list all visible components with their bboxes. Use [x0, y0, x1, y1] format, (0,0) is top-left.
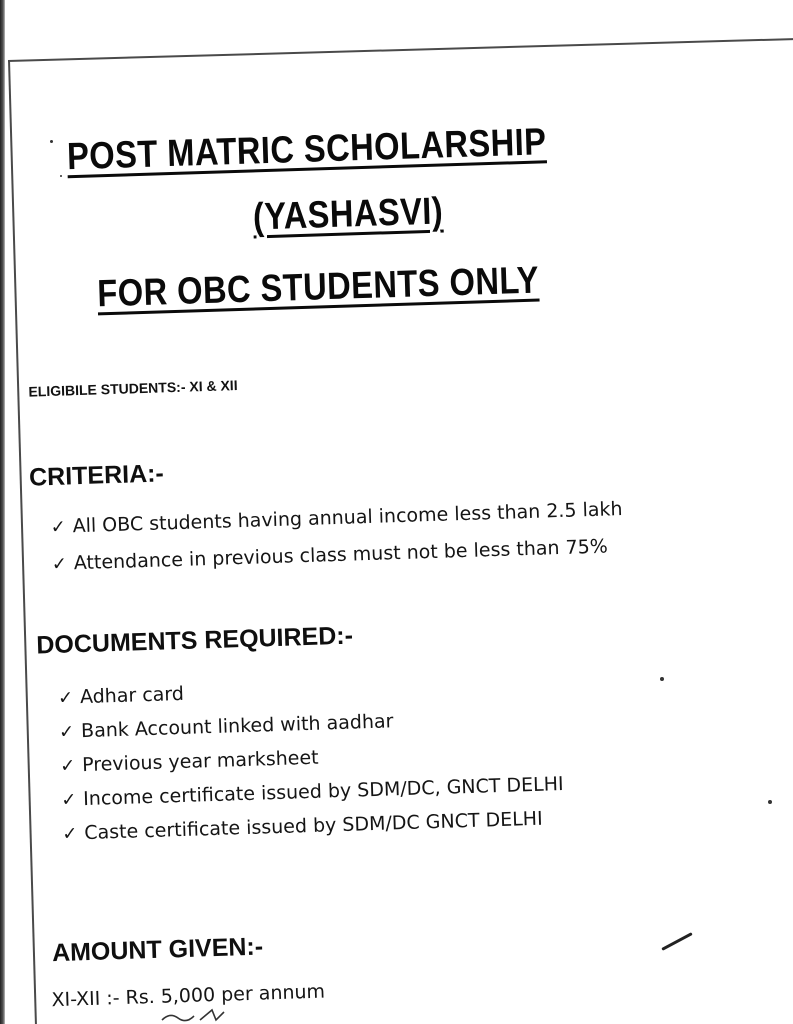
document-item-marksheet: Previous year marksheet: [81, 746, 319, 777]
criteria-list: [50, 491, 624, 583]
scan-speck: [768, 800, 772, 804]
title-line-1: POST MATRIC SCHOLARSHIP: [66, 121, 548, 179]
documents-heading: DOCUMENTS REQUIRED:-: [35, 621, 354, 660]
criteria-heading: CRITERIA:-: [28, 459, 165, 492]
check-icon: ✓: [59, 755, 76, 777]
scan-speck: [60, 175, 62, 177]
pen-scribble: [160, 1008, 240, 1024]
documents-list: [58, 665, 566, 851]
amount-heading: AMOUNT GIVEN:-: [51, 932, 264, 968]
check-icon: ✓: [60, 789, 77, 811]
title-line-2: (YASHASVI): [252, 190, 444, 239]
document-item-bank: Bank Account linked with aadhar: [80, 710, 394, 743]
check-icon: ✓: [57, 687, 74, 709]
check-icon: ✓: [58, 721, 75, 743]
document-item-adhar: Adhar card: [79, 682, 185, 709]
scan-speck: [660, 677, 664, 681]
scan-speck: [50, 140, 53, 143]
title-line-3: FOR OBC STUDENTS ONLY: [96, 259, 540, 316]
eligible-students: ELIGIBILE STUDENTS:- XI & XII: [28, 377, 238, 400]
criteria-item-income: All OBC students having annual income less than 2.5 lakh: [72, 498, 623, 538]
amount-value: XI-XII :- Rs. 5,000 per annum: [51, 980, 326, 1012]
document-item-income: Income certificate issued by SDM/DC, GNCT DELHI: [82, 773, 564, 811]
criteria-item-attendance: Attendance in previous class must not be less than 75%: [73, 535, 609, 575]
check-icon: ✓: [62, 823, 78, 845]
check-icon: ✓: [50, 516, 67, 538]
document-item-caste: Caste certificate issued by SDM/DC GNCT DELHI: [83, 807, 543, 845]
check-icon: ✓: [51, 553, 68, 575]
